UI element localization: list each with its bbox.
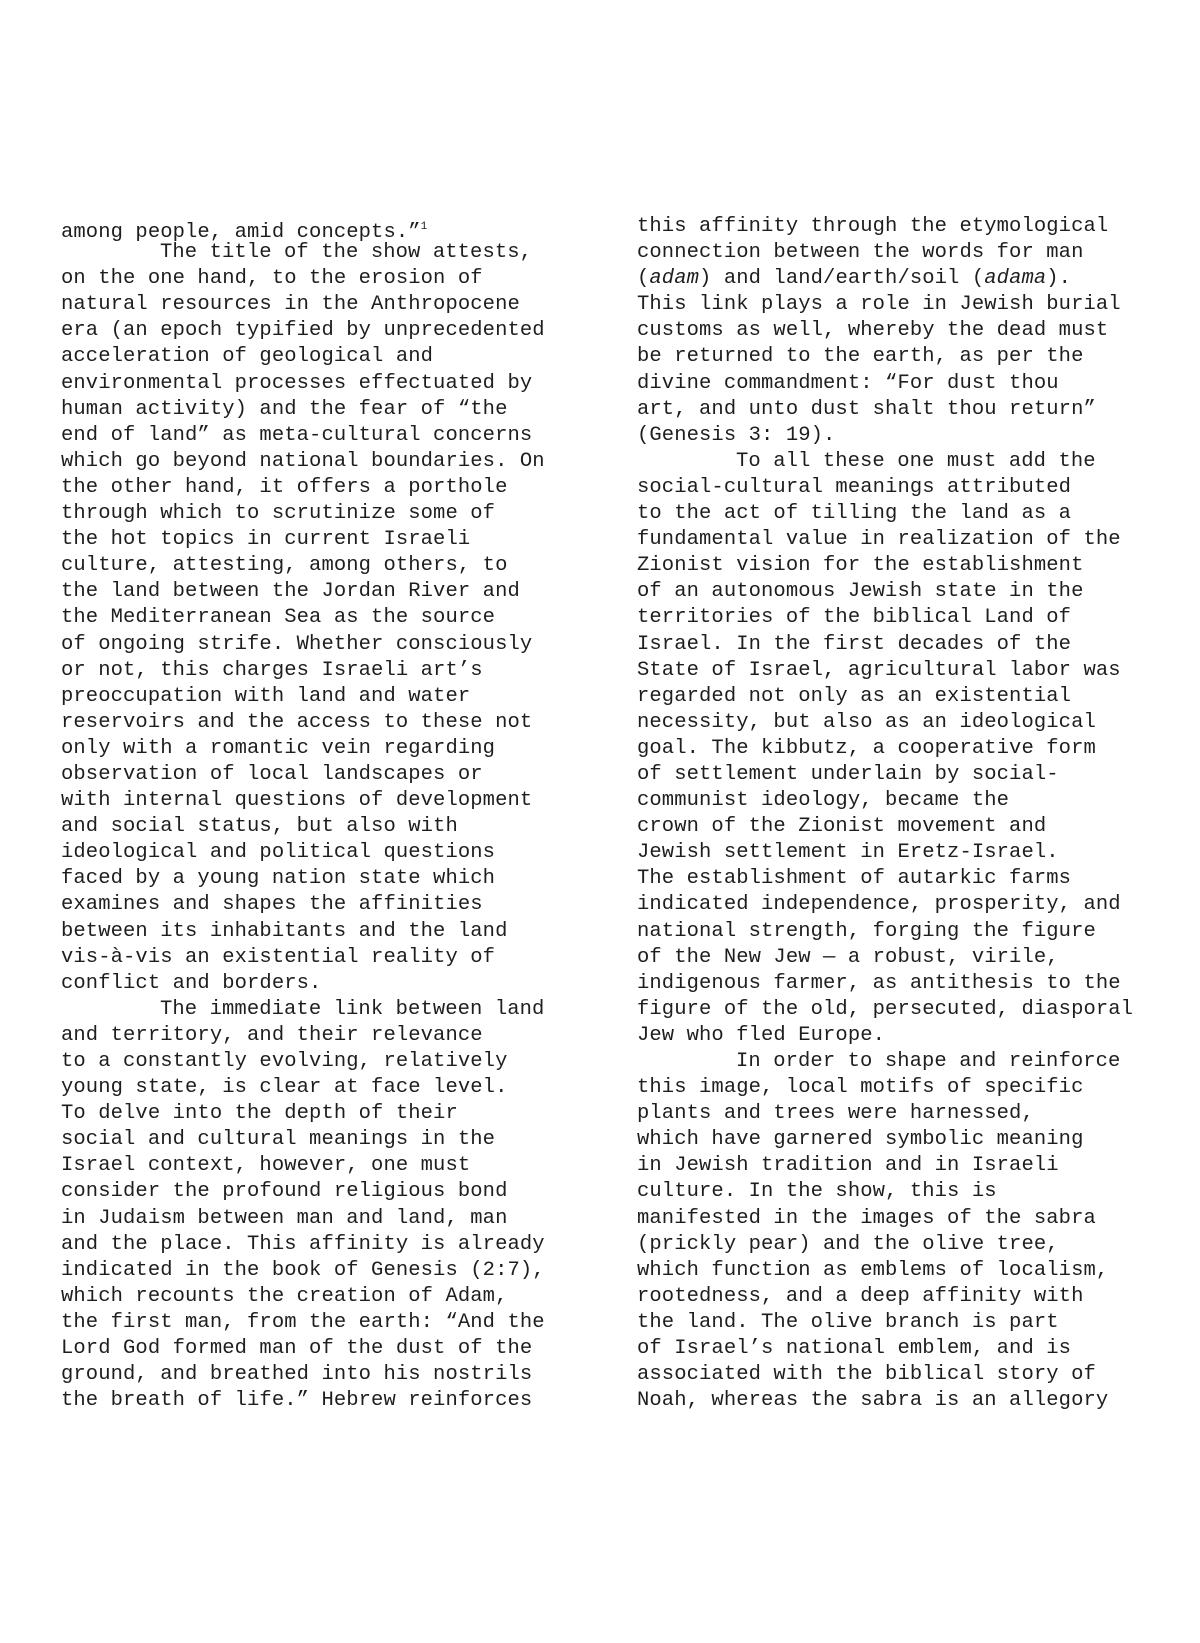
text-line: [61, 866, 545, 892]
text-segment: with internal questions of development: [61, 789, 533, 813]
text-segment: territories of the biblical Land of: [637, 606, 1072, 630]
text-line: [637, 344, 1133, 370]
text-segment: or not, this charges Israeli art’s: [61, 658, 483, 682]
text-segment: which function as emblems of localism,: [637, 1258, 1109, 1282]
text-line: [637, 945, 1133, 971]
text-line: [637, 292, 1133, 318]
text-segment: goal. The kibbutz, a cooperative form: [637, 736, 1096, 760]
text-line: [61, 475, 545, 501]
text-segment: to a constantly evolving, relatively: [61, 1050, 508, 1073]
text-line: [61, 997, 545, 1023]
text-line: [637, 1284, 1133, 1310]
text-segment: acceleration of geological and: [61, 345, 434, 369]
italic-term: adama: [984, 267, 1047, 291]
footnote-marker: 1: [420, 221, 428, 233]
text-line: [637, 840, 1133, 866]
text-segment: this image, local motifs of specific: [637, 1076, 1084, 1100]
text-line: [61, 945, 545, 971]
text-line: [61, 1362, 545, 1388]
text-segment: Israel. In the first decades of the: [637, 632, 1072, 656]
text-segment: To all these one must add the: [736, 449, 1096, 473]
text-segment: through which to scrutinize some of: [61, 502, 496, 526]
text-line: [61, 371, 545, 397]
text-line: [637, 266, 1133, 292]
text-line: [637, 501, 1133, 527]
text-line: [637, 1101, 1133, 1127]
text-segment: human activity) and the fear of “the: [61, 397, 508, 421]
text-line: [61, 1388, 545, 1414]
text-line: [61, 605, 545, 631]
text-segment: culture, attesting, among others, to: [61, 554, 508, 578]
text-line: [61, 840, 545, 866]
text-segment: Noah, whereas the sabra is an allegory: [637, 1389, 1109, 1413]
text-segment: which go beyond national boundaries. On: [61, 449, 545, 473]
right-text-column: [637, 214, 1133, 1414]
text-segment: of settlement underlain by social-: [637, 762, 1059, 786]
text-line: [61, 1153, 545, 1179]
text-line: [61, 710, 545, 736]
text-segment: the Mediterranean Sea as the source: [61, 606, 496, 630]
text-segment: young state, is clear at face level.: [61, 1076, 508, 1100]
text-segment: ).: [1046, 267, 1072, 291]
text-line: [61, 971, 545, 997]
text-line: [637, 1075, 1133, 1101]
text-segment: social and cultural meanings in the: [61, 1128, 496, 1152]
text-segment: the other hand, it offers a porthole: [61, 475, 508, 499]
text-line: [637, 1362, 1133, 1388]
text-line: [61, 1127, 545, 1153]
text-line: [61, 1258, 545, 1284]
text-line: [637, 788, 1133, 814]
text-line: [637, 605, 1133, 631]
text-line: [61, 501, 545, 527]
text-segment: art, and unto dust shalt thou return”: [637, 397, 1096, 421]
text-line: [61, 397, 545, 423]
text-segment: of the New Jew — a robust, virile,: [637, 945, 1059, 969]
text-line: [61, 527, 545, 553]
text-line: [637, 1388, 1133, 1414]
text-line: [637, 1023, 1133, 1049]
text-segment: The immediate link between land: [160, 997, 545, 1021]
text-line: [637, 318, 1133, 344]
text-segment: examines and shapes the affinities: [61, 893, 483, 917]
text-segment: the breath of life.” Hebrew reinforces: [61, 1389, 533, 1413]
text-line: [637, 423, 1133, 449]
text-line: [61, 1179, 545, 1205]
text-line: [61, 344, 545, 370]
text-segment: observation of local landscapes or: [61, 762, 483, 786]
text-segment: of an autonomous Jewish state in the: [637, 580, 1084, 604]
text-segment: conflict and borders.: [61, 971, 322, 995]
text-segment: communist ideology, became the: [637, 789, 1010, 813]
text-segment: indicated independence, prosperity, and: [637, 893, 1121, 917]
text-line: [637, 762, 1133, 788]
text-segment: national strength, forging the figure: [637, 919, 1096, 943]
text-segment: culture. In the show, this is: [637, 1180, 997, 1204]
text-segment: to the act of tilling the land as a: [637, 502, 1072, 526]
text-segment: customs as well, whereby the dead must: [637, 319, 1109, 343]
text-segment: figure of the old, persecuted, diasporal: [637, 997, 1134, 1021]
text-segment: ideological and political questions: [61, 841, 496, 865]
text-line: [637, 1258, 1133, 1284]
left-text-column: [61, 214, 545, 1414]
text-line: [637, 449, 1133, 475]
text-segment: indigenous farmer, as antithesis to the: [637, 971, 1121, 995]
text-segment: the land between the Jordan River and: [61, 580, 520, 604]
text-line: [61, 266, 545, 292]
text-segment: (: [637, 267, 650, 291]
text-segment: fundamental value in realization of the: [637, 528, 1121, 552]
text-segment: plants and trees were harnessed,: [637, 1102, 1034, 1126]
text-segment: era (an epoch typified by unprecedented: [61, 319, 545, 343]
text-line: [637, 397, 1133, 423]
text-line: [637, 527, 1133, 553]
text-segment: of Israel’s national emblem, and is: [637, 1337, 1072, 1361]
text-segment: necessity, but also as an ideological: [637, 710, 1096, 734]
text-line: [637, 892, 1133, 918]
text-line: [637, 1336, 1133, 1362]
text-segment: The title of the show attests,: [160, 241, 533, 265]
text-segment: on the one hand, to the erosion of: [61, 267, 483, 291]
text-segment: faced by a young nation state which: [61, 867, 496, 891]
text-line: [637, 240, 1133, 266]
text-line: [61, 684, 545, 710]
text-line: [61, 292, 545, 318]
text-segment: of ongoing strife. Whether consciously: [61, 632, 533, 656]
text-line: [61, 632, 545, 658]
text-line: [637, 997, 1133, 1023]
text-segment: the land. The olive branch is part: [637, 1310, 1059, 1334]
text-segment: divine commandment: “For dust thou: [637, 371, 1059, 395]
text-segment: preoccupation with land and water: [61, 684, 471, 708]
text-segment: Zionist vision for the establishment: [637, 554, 1084, 578]
text-line: [637, 814, 1133, 840]
text-line: [61, 449, 545, 475]
text-line: [637, 658, 1133, 684]
text-line: [637, 475, 1133, 501]
text-line: [61, 1336, 545, 1362]
text-segment: Jew who fled Europe.: [637, 1023, 886, 1047]
text-segment: natural resources in the Anthropocene: [61, 293, 520, 317]
text-segment: the first man, from the earth: “And the: [61, 1310, 545, 1334]
text-line: [61, 553, 545, 579]
text-line: [637, 1179, 1133, 1205]
text-line: [61, 318, 545, 344]
text-line: [61, 1049, 545, 1075]
text-line: [637, 1049, 1133, 1075]
text-segment: which have garnered symbolic meaning: [637, 1128, 1084, 1152]
text-segment: crown of the Zionist movement and: [637, 815, 1047, 839]
text-line: [61, 1101, 545, 1127]
text-segment: In order to shape and reinforce: [736, 1050, 1121, 1073]
text-segment: The establishment of autarkic farms: [637, 867, 1072, 891]
text-line: [637, 553, 1133, 579]
text-segment: This link plays a role in Jewish burial: [637, 293, 1121, 317]
text-segment: vis-à-vis an existential reality of: [61, 945, 496, 969]
text-segment: and territory, and their relevance: [61, 1023, 483, 1047]
text-segment: social-cultural meanings attributed: [637, 475, 1072, 499]
text-line: [61, 814, 545, 840]
text-line: [637, 736, 1133, 762]
text-segment: associated with the biblical story of: [637, 1363, 1096, 1387]
text-line: [637, 579, 1133, 605]
text-line: [61, 658, 545, 684]
text-segment: in Judaism between man and land, man: [61, 1206, 508, 1230]
text-segment: among people, amid concepts.”: [61, 221, 421, 244]
text-line: [61, 579, 545, 605]
text-segment: Jewish settlement in Eretz-Israel.: [637, 841, 1059, 865]
text-segment: and social status, but also with: [61, 815, 458, 839]
text-segment: Israel context, however, one must: [61, 1154, 471, 1178]
text-segment: ground, and breathed into his nostrils: [61, 1363, 533, 1387]
text-segment: only with a romantic vein regarding: [61, 736, 496, 760]
text-line: [637, 866, 1133, 892]
text-line: [637, 1310, 1133, 1336]
text-line: [61, 1023, 545, 1049]
text-segment: Lord God formed man of the dust of the: [61, 1337, 533, 1361]
text-segment: and the place. This affinity is already: [61, 1232, 545, 1256]
text-line: [637, 1206, 1133, 1232]
text-line: [637, 971, 1133, 997]
text-line: [61, 1206, 545, 1232]
text-line: [637, 710, 1133, 736]
text-line: [61, 788, 545, 814]
text-line: [637, 214, 1133, 240]
text-line: [61, 1075, 545, 1101]
text-line: [637, 684, 1133, 710]
text-line: [61, 240, 545, 266]
text-segment: in Jewish tradition and in Israeli: [637, 1154, 1059, 1178]
text-segment: regarded not only as an existential: [637, 684, 1072, 708]
text-segment: ) and land/earth/soil (: [699, 267, 985, 291]
text-line: [61, 762, 545, 788]
text-line: [61, 919, 545, 945]
text-line: [61, 736, 545, 762]
text-line: [61, 1310, 545, 1336]
text-segment: the hot topics in current Israeli: [61, 528, 471, 552]
text-segment: this affinity through the etymological: [637, 215, 1109, 238]
text-segment: consider the profound religious bond: [61, 1180, 508, 1204]
text-segment: reservoirs and the access to these not: [61, 710, 533, 734]
text-segment: between its inhabitants and the land: [61, 919, 508, 943]
text-segment: State of Israel, agricultural labor was: [637, 658, 1121, 682]
text-segment: which recounts the creation of Adam,: [61, 1284, 508, 1308]
text-segment: (prickly pear) and the olive tree,: [637, 1232, 1059, 1256]
text-segment: connection between the words for man: [637, 241, 1084, 265]
text-line: [637, 1153, 1133, 1179]
text-segment: rootedness, and a deep affinity with: [637, 1284, 1084, 1308]
text-line: [637, 1232, 1133, 1258]
text-segment: To delve into the depth of their: [61, 1102, 458, 1126]
text-segment: indicated in the book of Genesis (2:7),: [61, 1258, 545, 1282]
text-segment: (Genesis 3: 19).: [637, 423, 836, 447]
text-line: [637, 371, 1133, 397]
text-line: [61, 1284, 545, 1310]
italic-term: adam: [649, 267, 700, 291]
text-segment: manifested in the images of the sabra: [637, 1206, 1096, 1230]
text-segment: environmental processes effectuated by: [61, 371, 533, 395]
text-line: [61, 1232, 545, 1258]
text-line: [637, 919, 1133, 945]
text-line: [61, 214, 545, 244]
text-line: [637, 1127, 1133, 1153]
text-line: [61, 423, 545, 449]
text-line: [637, 632, 1133, 658]
text-segment: end of land” as meta-cultural concerns: [61, 423, 533, 447]
text-segment: be returned to the earth, as per the: [637, 345, 1084, 369]
text-line: [61, 892, 545, 918]
